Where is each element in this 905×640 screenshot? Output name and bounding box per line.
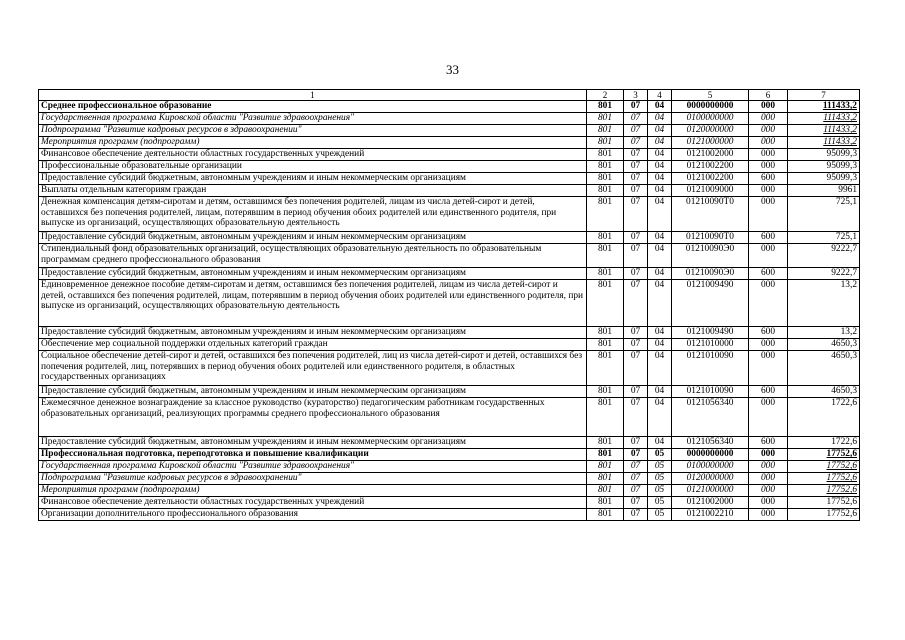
- col-3: 07: [624, 386, 648, 398]
- col-6: 000: [749, 125, 788, 137]
- col-5: 0121009490: [672, 280, 749, 327]
- col-3: 07: [624, 137, 648, 149]
- table-row: [39, 497, 860, 509]
- col-4: 04: [648, 173, 672, 185]
- row-name: Подпрограмма "Развитие кадровых ресурсов в здравоохранении": [39, 125, 587, 137]
- col-2: 801: [587, 339, 624, 351]
- header-row: [39, 90, 860, 101]
- col-2: 801: [587, 185, 624, 197]
- col-3: 07: [624, 268, 648, 280]
- col-7: 17752,6: [788, 449, 860, 461]
- header-cell: 5: [672, 90, 749, 101]
- table-row: [39, 509, 860, 521]
- col-4: 04: [648, 280, 672, 327]
- col-7: 17752,6: [788, 473, 860, 485]
- col-3: 07: [624, 185, 648, 197]
- col-3: 07: [624, 461, 648, 473]
- col-5: 0121010090: [672, 351, 749, 386]
- col-4: 04: [648, 149, 672, 161]
- row-name: Подпрограмма "Развитие кадровых ресурсов в здравоохранении": [39, 473, 587, 485]
- col-3: 07: [624, 197, 648, 232]
- col-6: 000: [749, 137, 788, 149]
- col-7: 111433,2: [788, 101, 860, 113]
- col-5: 01210090Э0: [672, 244, 749, 268]
- col-7: 725,1: [788, 197, 860, 232]
- col-3: 07: [624, 161, 648, 173]
- col-2: 801: [587, 268, 624, 280]
- table-row: [39, 173, 860, 185]
- col-5: 0121056340: [672, 398, 749, 437]
- col-5: 0121002210: [672, 509, 749, 521]
- page-number: 33: [446, 62, 459, 77]
- row-name: Стипендиальный фонд образовательных организаций, осуществляющих образовательную деятельность по образовательным программам среднего профессионального образования: [39, 244, 587, 268]
- col-3: 07: [624, 232, 648, 244]
- row-name: Предоставление субсидий бюджетным, автономным учреждениям и иным некоммерческим организациям: [39, 327, 587, 339]
- col-6: 000: [749, 473, 788, 485]
- col-2: 801: [587, 149, 624, 161]
- row-name: Государственная программа Кировской области "Развитие здравоохранения": [39, 461, 587, 473]
- col-3: 07: [624, 497, 648, 509]
- row-name: Денежная компенсация детям-сиротам и детям, оставшимся без попечения родителей, лицам из числа детей-сирот и детей, оставшихся без попечения родителей, лицам, потерявшим в период обучения обоих родителей или единственного родителя, при выпуске из организаций, осуществляющих образовательную деятельность: [39, 197, 587, 232]
- col-7: 13,2: [788, 280, 860, 327]
- col-4: 04: [648, 232, 672, 244]
- col-5: 0121010090: [672, 386, 749, 398]
- col-3: 07: [624, 327, 648, 339]
- col-7: 17752,6: [788, 497, 860, 509]
- col-4: 04: [648, 398, 672, 437]
- col-7: 1722,6: [788, 437, 860, 449]
- col-6: 600: [749, 327, 788, 339]
- col-2: 801: [587, 485, 624, 497]
- col-4: 05: [648, 509, 672, 521]
- col-3: 07: [624, 149, 648, 161]
- col-5: 01210090Т0: [672, 232, 749, 244]
- col-3: 07: [624, 485, 648, 497]
- col-5: 0121009000: [672, 185, 749, 197]
- col-4: 05: [648, 461, 672, 473]
- col-6: 000: [749, 509, 788, 521]
- row-name: Финансовое обеспечение деятельности областных государственных учреждений: [39, 497, 587, 509]
- row-name: Среднее профессиональное образование: [39, 101, 587, 113]
- table-row: [39, 125, 860, 137]
- col-2: 801: [587, 232, 624, 244]
- col-7: 95099,3: [788, 173, 860, 185]
- col-5: 0121056340: [672, 437, 749, 449]
- col-2: 801: [587, 137, 624, 149]
- col-6: 600: [749, 173, 788, 185]
- col-2: 801: [587, 101, 624, 113]
- col-6: 000: [749, 461, 788, 473]
- col-6: 600: [749, 437, 788, 449]
- col-5: 0121002200: [672, 173, 749, 185]
- col-6: 000: [749, 101, 788, 113]
- row-name: Профессиональные образовательные организации: [39, 161, 587, 173]
- row-name: Предоставление субсидий бюджетным, автономным учреждениям и иным некоммерческим организациям: [39, 232, 587, 244]
- col-3: 07: [624, 244, 648, 268]
- col-4: 04: [648, 101, 672, 113]
- header-cell: 1: [39, 90, 587, 101]
- col-3: 07: [624, 449, 648, 461]
- col-3: 07: [624, 339, 648, 351]
- col-6: 000: [749, 351, 788, 386]
- col-3: 07: [624, 473, 648, 485]
- col-2: 801: [587, 125, 624, 137]
- col-4: 05: [648, 485, 672, 497]
- col-7: 111433,2: [788, 113, 860, 125]
- table-row: [39, 398, 860, 437]
- col-3: 07: [624, 113, 648, 125]
- col-7: 17752,6: [788, 485, 860, 497]
- col-2: 801: [587, 461, 624, 473]
- col-6: 000: [749, 497, 788, 509]
- col-5: 0100000000: [672, 113, 749, 125]
- col-6: 000: [749, 185, 788, 197]
- col-7: 725,1: [788, 232, 860, 244]
- col-6: 000: [749, 398, 788, 437]
- col-5: 0121010000: [672, 339, 749, 351]
- header-cell: 2: [587, 90, 624, 101]
- col-7: 17752,6: [788, 509, 860, 521]
- table-row: [39, 101, 860, 113]
- col-3: 07: [624, 398, 648, 437]
- col-6: 000: [749, 449, 788, 461]
- col-4: 04: [648, 197, 672, 232]
- col-6: 000: [749, 244, 788, 268]
- col-4: 04: [648, 125, 672, 137]
- table-row: [39, 473, 860, 485]
- table-row: [39, 437, 860, 449]
- header-cell: 6: [749, 90, 788, 101]
- col-5: 0121002000: [672, 149, 749, 161]
- table-row: [39, 280, 860, 327]
- col-7: 17752,6: [788, 461, 860, 473]
- table-row: [39, 149, 860, 161]
- col-6: 000: [749, 149, 788, 161]
- header-cell: 4: [648, 90, 672, 101]
- col-4: 04: [648, 327, 672, 339]
- col-5: 0121009490: [672, 327, 749, 339]
- col-2: 801: [587, 173, 624, 185]
- row-name: Предоставление субсидий бюджетным, автономным учреждениям и иным некоммерческим организациям: [39, 437, 587, 449]
- col-7: 111433,2: [788, 125, 860, 137]
- col-7: 9961: [788, 185, 860, 197]
- col-5: 0121002000: [672, 497, 749, 509]
- col-4: 04: [648, 244, 672, 268]
- header-cell: 7: [788, 90, 860, 101]
- col-4: 04: [648, 185, 672, 197]
- col-3: 07: [624, 509, 648, 521]
- col-2: 801: [587, 113, 624, 125]
- col-2: 801: [587, 437, 624, 449]
- row-name: Единовременное денежное пособие детям-сиротам и детям, оставшимся без попечения родителей, лицам из числа детей-сирот и детей, оставшихся без попечения родителей, лицам, потерявшим в период обучения обоих родителей или единственного родителя, при выпуске из организаций, осуществляющих образовательную деятельность: [39, 280, 587, 327]
- col-7: 4650,3: [788, 386, 860, 398]
- row-name: Обеспечение мер социальной поддержки отдельных категорий граждан: [39, 339, 587, 351]
- col-4: 05: [648, 473, 672, 485]
- table-row: [39, 244, 860, 268]
- col-4: 04: [648, 268, 672, 280]
- col-2: 801: [587, 351, 624, 386]
- col-7: 4650,3: [788, 351, 860, 386]
- header-cell: 3: [624, 90, 648, 101]
- row-name: Финансовое обеспечение деятельности областных государственных учреждений: [39, 149, 587, 161]
- col-4: 04: [648, 351, 672, 386]
- col-2: 801: [587, 386, 624, 398]
- row-name: Организации дополнительного профессионального образования: [39, 509, 587, 521]
- col-2: 801: [587, 327, 624, 339]
- col-4: 04: [648, 137, 672, 149]
- col-2: 801: [587, 161, 624, 173]
- col-6: 000: [749, 280, 788, 327]
- table-row: [39, 113, 860, 125]
- col-2: 801: [587, 473, 624, 485]
- col-4: 04: [648, 339, 672, 351]
- col-4: 04: [648, 386, 672, 398]
- row-name: Предоставление субсидий бюджетным, автономным учреждениям и иным некоммерческим организациям: [39, 268, 587, 280]
- row-name: Предоставление субсидий бюджетным, автономным учреждениям и иным некоммерческим организациям: [39, 386, 587, 398]
- col-3: 07: [624, 101, 648, 113]
- col-2: 801: [587, 280, 624, 327]
- col-2: 801: [587, 398, 624, 437]
- table-row: [39, 449, 860, 461]
- col-7: 9222,7: [788, 244, 860, 268]
- col-2: 801: [587, 244, 624, 268]
- col-3: 07: [624, 125, 648, 137]
- col-4: 04: [648, 113, 672, 125]
- col-7: 4650,3: [788, 339, 860, 351]
- table-row: [39, 232, 860, 244]
- col-2: 801: [587, 197, 624, 232]
- col-5: 0000000000: [672, 101, 749, 113]
- col-6: 000: [749, 197, 788, 232]
- col-4: 05: [648, 497, 672, 509]
- table-row: [39, 161, 860, 173]
- table-row: [39, 197, 860, 232]
- col-5: 01210090Т0: [672, 197, 749, 232]
- col-7: 1722,6: [788, 398, 860, 437]
- table-row: [39, 327, 860, 339]
- table-row: [39, 137, 860, 149]
- row-name: Предоставление субсидий бюджетным, автономным учреждениям и иным некоммерческим организациям: [39, 173, 587, 185]
- col-2: 801: [587, 497, 624, 509]
- table-row: [39, 339, 860, 351]
- row-name: Ежемесячное денежное вознаграждение за классное руководство (кураторство) педагогическим работникам государственных образовательных организаций, реализующих программы среднего профессионального образования: [39, 398, 587, 437]
- col-5: 0121000000: [672, 485, 749, 497]
- col-3: 07: [624, 280, 648, 327]
- col-6: 000: [749, 161, 788, 173]
- col-6: 000: [749, 339, 788, 351]
- col-5: 0000000000: [672, 449, 749, 461]
- row-name: Социальное обеспечение детей-сирот и детей, оставшихся без попечения родителей, лиц из числа детей-сирот и детей, оставшихся без попечения родителей, лиц, потерявших в период обучения обоих родителей или единственного родителя, в областных государственных организациях: [39, 351, 587, 386]
- col-3: 07: [624, 437, 648, 449]
- col-6: 600: [749, 268, 788, 280]
- col-7: 95099,3: [788, 149, 860, 161]
- col-7: 13,2: [788, 327, 860, 339]
- col-7: 111433,2: [788, 137, 860, 149]
- row-name: Выплаты отдельным категориям граждан: [39, 185, 587, 197]
- col-5: 0120000000: [672, 125, 749, 137]
- col-2: 801: [587, 509, 624, 521]
- table-row: [39, 185, 860, 197]
- col-4: 05: [648, 449, 672, 461]
- table-row: [39, 386, 860, 398]
- col-5: 0121002200: [672, 161, 749, 173]
- col-4: 04: [648, 437, 672, 449]
- col-3: 07: [624, 351, 648, 386]
- col-5: 0121000000: [672, 137, 749, 149]
- col-6: 600: [749, 386, 788, 398]
- col-7: 9222,7: [788, 268, 860, 280]
- table-row: [39, 461, 860, 473]
- col-3: 07: [624, 173, 648, 185]
- col-5: 01210090Э0: [672, 268, 749, 280]
- col-4: 04: [648, 161, 672, 173]
- col-5: 0120000000: [672, 473, 749, 485]
- table-row: [39, 485, 860, 497]
- col-6: 000: [749, 113, 788, 125]
- table-row: [39, 351, 860, 386]
- col-6: 600: [749, 232, 788, 244]
- col-5: 0100000000: [672, 461, 749, 473]
- col-7: 95099,3: [788, 161, 860, 173]
- table-row: [39, 268, 860, 280]
- row-name: Профессиональная подготовка, переподготовка и повышение квалификации: [39, 449, 587, 461]
- col-2: 801: [587, 449, 624, 461]
- col-6: 000: [749, 485, 788, 497]
- row-name: Мероприятия программ (подпрограмм): [39, 137, 587, 149]
- row-name: Мероприятия программ (подпрограмм): [39, 485, 587, 497]
- row-name: Государственная программа Кировской области "Развитие здравоохранения": [39, 113, 587, 125]
- budget-table: [38, 89, 860, 521]
